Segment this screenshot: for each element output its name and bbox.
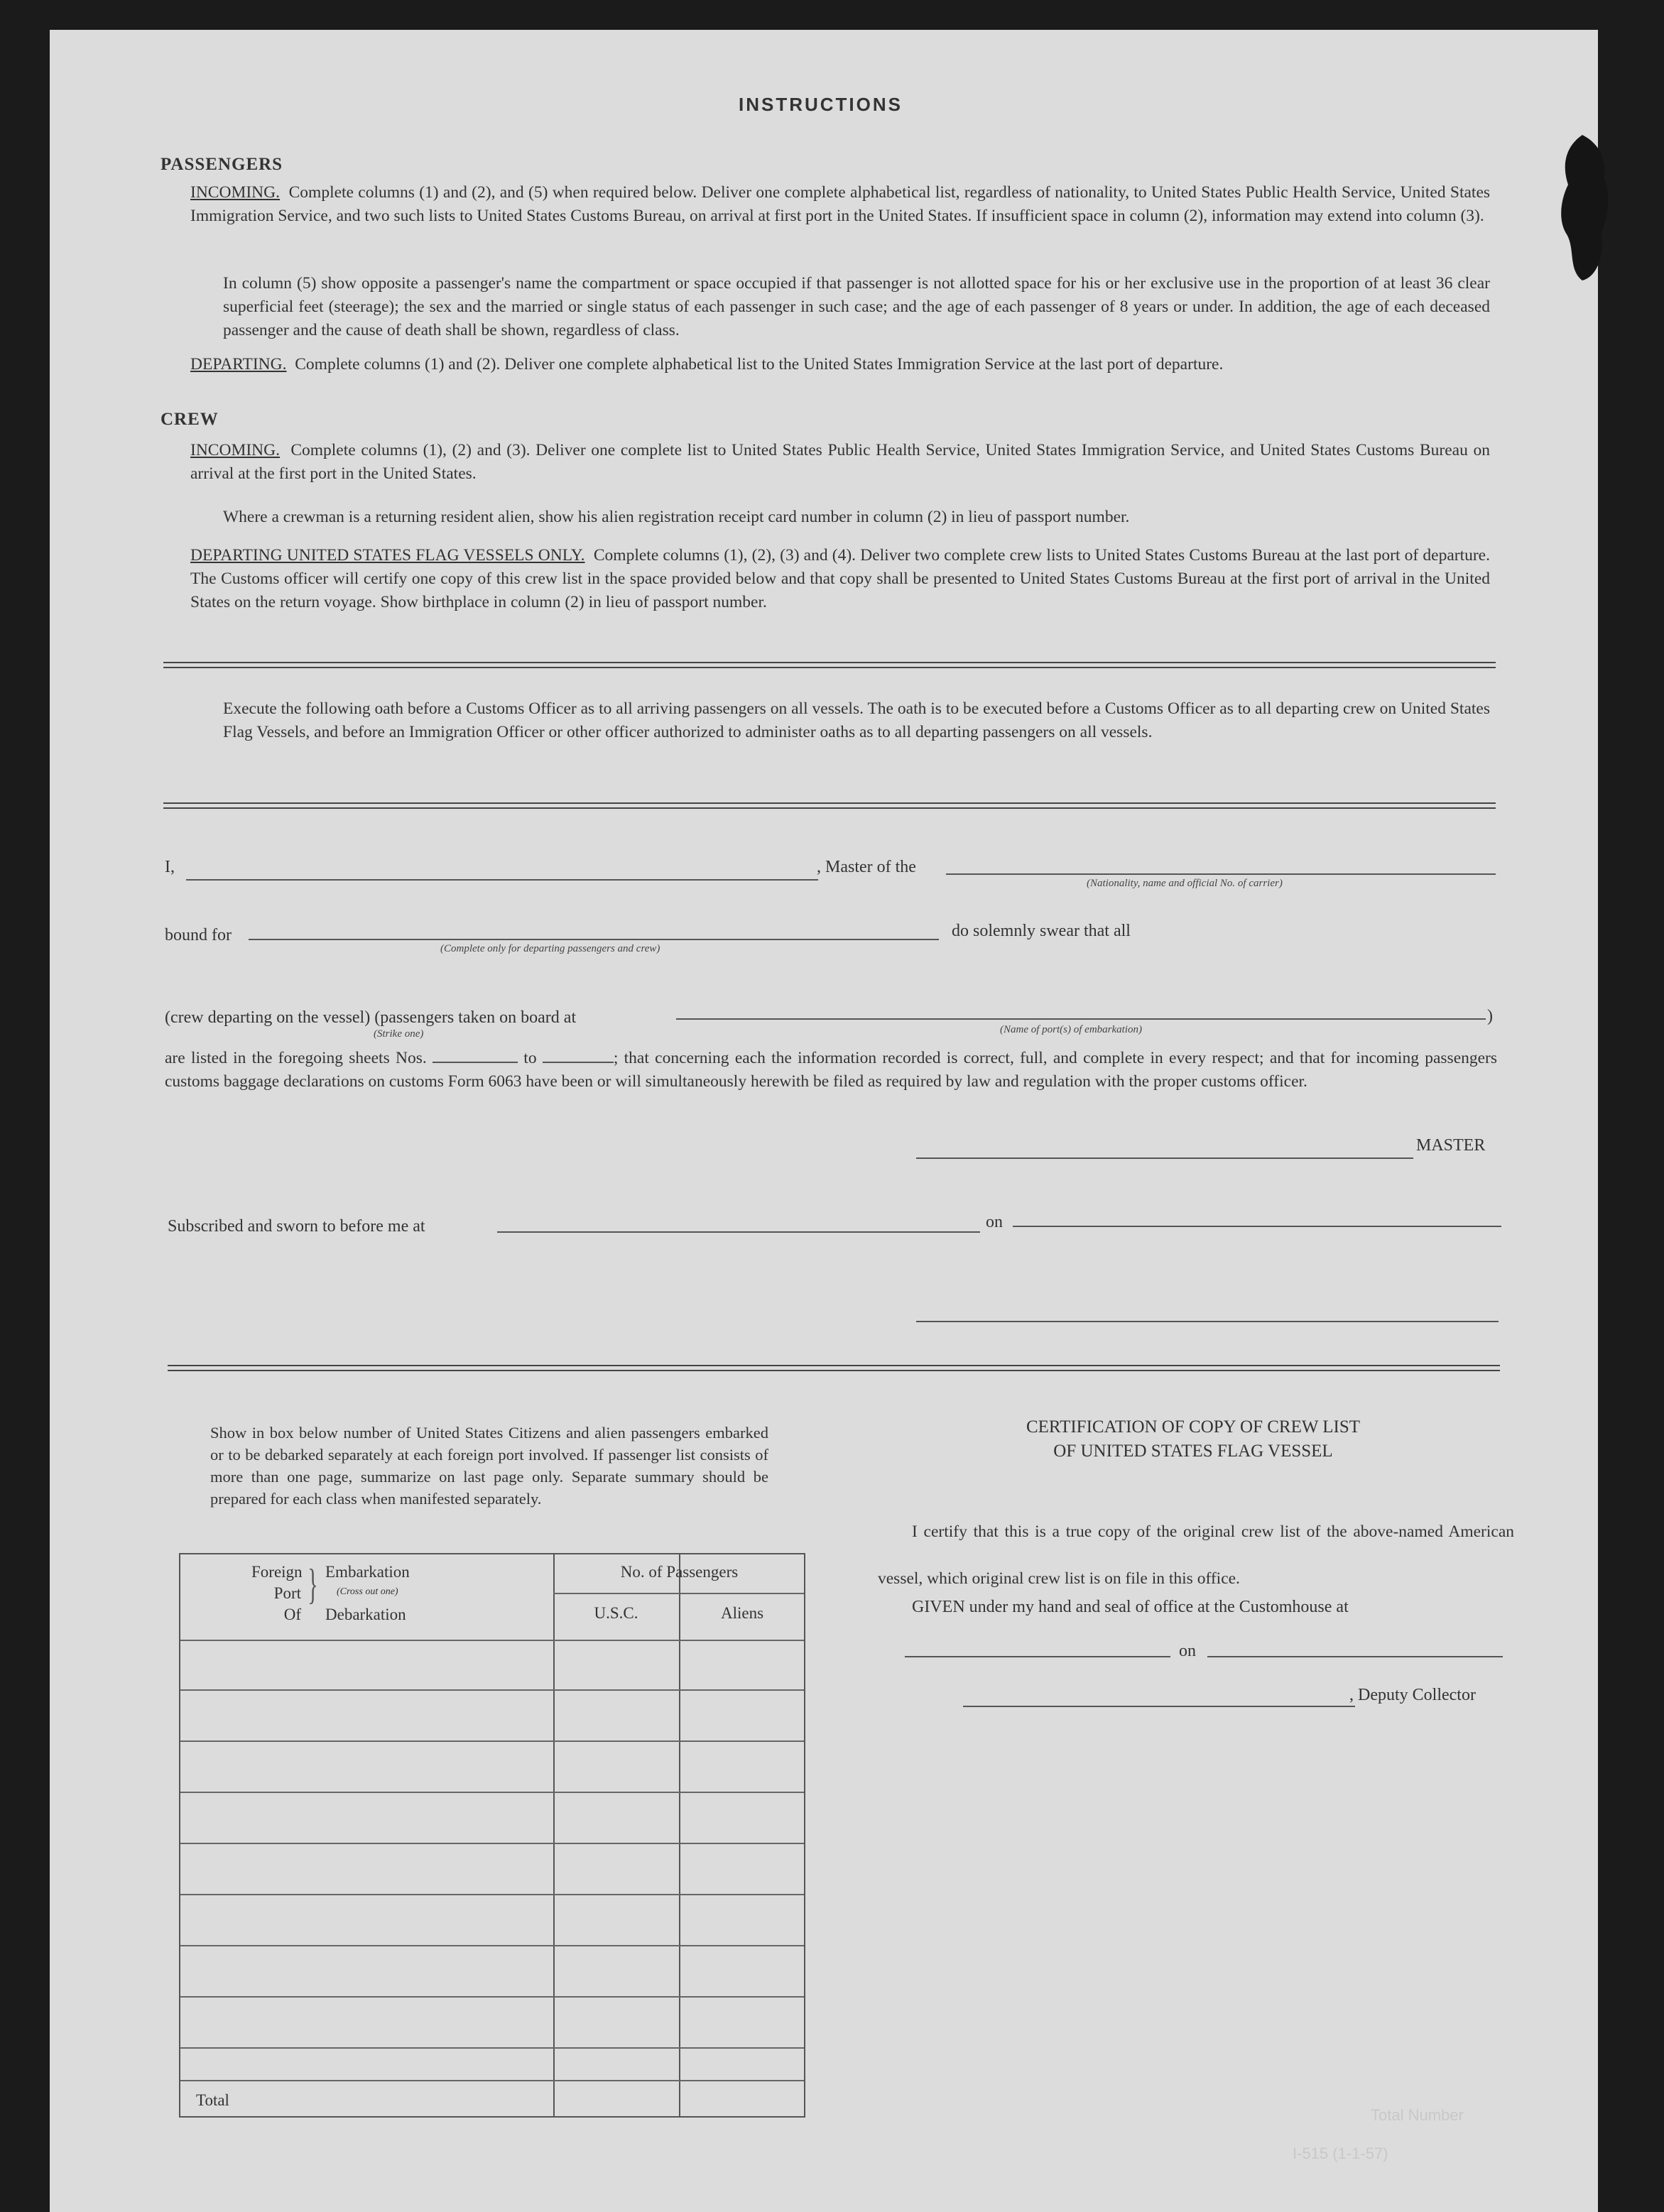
brace-icon: }	[308, 1561, 318, 1608]
customhouse-place-field[interactable]	[905, 1656, 1170, 1657]
crew-heading: CREW	[161, 410, 219, 429]
subscribed-label: Subscribed and sworn to before me at	[168, 1217, 425, 1236]
oath-intro-paragraph: Execute the following oath before a Customs Officer as to all arriving passengers on all vessels. The oath is to be executed before a Customs Officer as to all departing crew on United States Flag Vessels, and before an Immigration Officer or other officer authorized to administer oaths as to all departing passengers on all vessels.	[223, 699, 1490, 741]
table-row	[180, 1945, 804, 1946]
table-row	[180, 1894, 804, 1895]
master-label: MASTER	[1416, 1136, 1486, 1155]
ports-caption: (Name of port(s) of embarkation)	[1000, 1024, 1142, 1035]
swear-label: do solemnly swear that all	[952, 922, 1131, 940]
header-embarkation: Embarkation	[325, 1563, 410, 1581]
carrier-field[interactable]	[946, 873, 1496, 875]
table-divider	[679, 1554, 680, 2116]
passengers-departing-paragraph	[190, 353, 1490, 376]
crew-departing-paragraph	[190, 544, 1490, 614]
crew-incoming-text: Complete columns (1), (2) and (3). Deliver one complete list to United States Public Health Service, United States Immigration Service, and United States Customs Bureau on arrival at the first port in the United States.	[190, 441, 1490, 483]
table-row	[180, 1843, 804, 1844]
section-divider	[168, 1365, 1500, 1371]
subscribed-place-field[interactable]	[497, 1231, 980, 1233]
passengers-departing-text: Complete columns (1) and (2). Deliver one complete alphabetical list to the United States Immigration Service at the last port of departure.	[295, 355, 1224, 374]
section-divider	[163, 802, 1496, 809]
listed-to: to	[523, 1049, 537, 1067]
certify-paragraph: I certify that this is a true copy of the original crew list of the above-named American vessel, which original crew list is on file in this office.	[878, 1522, 1514, 1588]
header-cross-out: (Cross out one)	[337, 1586, 398, 1597]
embarkation-ports-field[interactable]	[676, 1018, 1486, 1020]
bleed-form-number: I-515 (1-1-57)	[1293, 2145, 1388, 2162]
master-of-label: , Master of the	[817, 858, 916, 876]
deputy-collector-label: , Deputy Collector	[1349, 1686, 1476, 1704]
officer-signature-field[interactable]	[916, 1321, 1499, 1322]
strike-one-caption: (Strike one)	[374, 1028, 424, 1040]
subscribed-date-field[interactable]	[1013, 1226, 1501, 1227]
passengers-incoming-text: Complete columns (1) and (2), and (5) when required below. Deliver one complete alphabetical list, regardless of nationality, to United States Public Health Service, United States Immigration Service, and two such lists to United States Customs Bureau, on arrival at first port in the United States. If insufficient space in column (2), information may extend into column (3).	[190, 183, 1491, 225]
table-row	[180, 2080, 804, 2081]
crew-incoming-paragraph	[190, 439, 1490, 486]
certification-heading-1: CERTIFICATION OF COPY OF CREW LIST	[1026, 1417, 1361, 1437]
page-title: INSTRUCTIONS	[739, 94, 903, 115]
given-text: GIVEN under my hand and seal of office at the Customhouse at	[912, 1598, 1349, 1616]
passenger-summary-table	[179, 1553, 805, 2118]
oath-listed-paragraph	[165, 1047, 1497, 1094]
header-aliens: Aliens	[720, 1604, 764, 1622]
certification-heading-2: OF UNITED STATES FLAG VESSEL	[1053, 1442, 1333, 1461]
header-foreign: Foreign	[251, 1563, 303, 1581]
certification-on-label: on	[1179, 1642, 1196, 1660]
bound-for-label: bound for	[165, 926, 232, 944]
table-row	[180, 2047, 804, 2049]
header-no-of-passengers: No. of Passengers	[620, 1563, 739, 1581]
oath-i-label: I,	[165, 858, 175, 876]
total-label: Total	[196, 2091, 229, 2109]
sheet-to-field[interactable]	[543, 1049, 614, 1063]
table-row	[180, 1740, 804, 1742]
passengers-heading: PASSENGERS	[161, 155, 283, 174]
crew-incoming-lead: INCOMING.	[190, 441, 280, 459]
crew-departing-text: Complete columns (1), (2), (3) and (4). Deliver two complete crew lists to United States Customs Bureau at the last port of departure. The Customs officer will certify one copy of this crew list in the space provided below and that copy shall be presented to United States Customs Bureau at the first port of arrival in the United States on the return voyage. Show birthplace in column (2) in lieu of passport number.	[190, 546, 1490, 611]
section-divider	[163, 662, 1496, 668]
table-header-rule	[180, 1640, 804, 1641]
subscribed-on-label: on	[986, 1213, 1003, 1231]
bound-for-field[interactable]	[249, 939, 939, 940]
torn-corner-shape	[1554, 135, 1611, 284]
summary-instructions: Show in box below number of United States Citizens and alien passengers embarked or to be debarked separately at each foreign port involved. If passenger list consists of more than one page, summarize on last page only. Separate summary should be prepared for each class when manifested separately.	[210, 1424, 768, 1508]
crew-crewman-paragraph: Where a crewman is a returning resident alien, show his alien registration receipt card number in column (2) in lieu of passport number.	[223, 508, 1130, 526]
passengers-incoming-lead: INCOMING.	[190, 183, 280, 202]
header-of: Of	[283, 1606, 301, 1623]
table-divider	[553, 1554, 555, 2116]
table-row	[180, 1689, 804, 1691]
bleed-total-number: Total Number	[1371, 2106, 1464, 2124]
table-row	[180, 1792, 804, 1793]
sheet-from-field[interactable]	[433, 1049, 518, 1063]
header-usc: U.S.C.	[594, 1604, 638, 1622]
bound-for-caption: (Complete only for departing passengers and crew)	[440, 943, 660, 954]
passengers-column5-paragraph: In column (5) show opposite a passenger's name the compartment or space occupied if that passenger is not allotted space for his or her exclusive use in the proportion of at least 36 clear superficial feet (steerage); the sex and the married or single status of each passenger in such case; and the age of each passenger of 8 years or under. In addition, the age of each deceased passenger and the cause of death shall be shown, regardless of class.	[223, 274, 1490, 339]
listed-pre: are listed in the foregoing sheets Nos.	[165, 1049, 427, 1067]
certification-date-field[interactable]	[1207, 1656, 1503, 1657]
carrier-caption: (Nationality, name and official No. of carrier)	[1087, 878, 1283, 889]
master-name-field[interactable]	[186, 879, 818, 881]
table-divider	[553, 1593, 804, 1594]
listed-post: ; that concerning each the information recorded is correct, full, and complete in every respect; and that for incoming passengers customs baggage declarations on customs Form 6063 have been or will simultaneously herewith be filed as required by law and regulation with the proper customs officer.	[165, 1049, 1498, 1091]
crew-passengers-label: (crew departing on the vessel) (passengers taken on board at	[165, 1008, 577, 1027]
close-paren: )	[1487, 1007, 1493, 1025]
passengers-incoming-paragraph	[190, 181, 1490, 228]
header-debarkation: Debarkation	[325, 1606, 406, 1623]
header-port: Port	[273, 1584, 301, 1602]
table-row	[180, 1996, 804, 1998]
crew-departing-lead: DEPARTING UNITED STATES FLAG VESSELS ONLY.	[190, 546, 585, 565]
master-signature-field[interactable]	[916, 1157, 1413, 1159]
deputy-signature-field[interactable]	[963, 1706, 1355, 1707]
passengers-departing-lead: DEPARTING.	[190, 355, 287, 374]
